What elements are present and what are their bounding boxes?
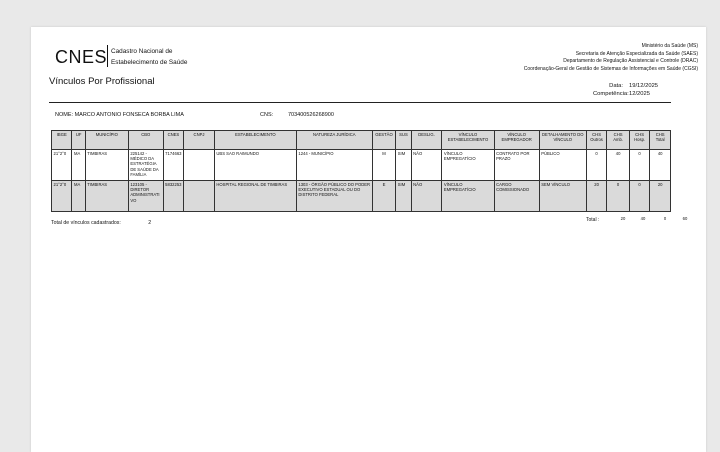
cell-ibge: 21°2°0: [52, 181, 72, 212]
logo-divider: [107, 45, 108, 67]
table-row: [52, 150, 671, 181]
table-header-row: [52, 131, 671, 150]
competencia-value: 12/2025: [629, 90, 650, 97]
cell-cnes: 5832253: [163, 181, 183, 212]
logo-subtitle-line2: Estabelecimento de Saúde: [111, 59, 188, 66]
total-chs-total: 60: [682, 216, 688, 221]
report-meta: [593, 83, 658, 98]
cell-vinculo-estabelecimento: VÍNCULO EMPREGATÍCIO: [442, 150, 494, 181]
cell-cnpj: [184, 181, 215, 212]
cell-cnpj: [184, 150, 215, 181]
cell-natureza-juridica: 1244 - MUNICÍPIO: [296, 150, 372, 181]
name-label: NOME:: [55, 112, 74, 118]
logo-subtitle: [111, 46, 187, 68]
cell-chs-total: 20: [650, 181, 671, 212]
col-chs-amb: CHS Amb.: [607, 131, 630, 150]
col-natureza-juridica: NATUREZA JURÍDICA: [296, 131, 372, 150]
org-line: Ministério da Saúde (MS): [641, 43, 698, 49]
cell-detalhamento: PÚBLICO: [539, 150, 586, 181]
total-chs-outros: 20: [620, 216, 626, 221]
organization-block: [524, 43, 698, 73]
cell-deslig: NÃO: [411, 150, 442, 181]
cnes-logo: CNES: [55, 47, 108, 67]
date-value: 19/12/2025: [629, 83, 659, 89]
total-vinculos: [51, 220, 151, 226]
cns-value: 703400526268900: [288, 112, 334, 118]
cell-uf: MA: [72, 181, 85, 212]
total-vinculos-label: Total de vínculos cadastrados:: [51, 220, 121, 226]
cell-uf: MA: [72, 150, 85, 181]
org-line: Secretaria de Atenção Especializada da Saúde (SAES): [575, 50, 698, 57]
cell-municipio: TIMBIRAS: [85, 150, 128, 181]
vinculos-table: [51, 130, 671, 212]
date-label: Data:: [609, 83, 623, 89]
col-chs-total: CHS Total: [650, 131, 671, 150]
total-chs-hosp: 0: [663, 216, 667, 221]
report-page: [31, 27, 706, 452]
col-gestao: GESTÃO: [372, 131, 396, 150]
cell-chs-hosp: 0: [629, 181, 649, 212]
cell-estabelecimento: UBS SAO RAIMUNDO: [214, 150, 296, 181]
total-chs-amb: 40: [640, 216, 646, 221]
col-vinculo-estabelecimento: VÍNCULO ESTABELECIMENTO: [442, 131, 494, 150]
professional-name: [55, 112, 260, 118]
org-line: Departamento de Regulação Assistencial e Controle (DRAC): [563, 58, 698, 65]
header-divider: [49, 102, 671, 103]
col-uf: UF: [72, 131, 85, 150]
cell-chs-outros: 20: [586, 181, 606, 212]
col-detalhamento: DETALHAMENTO DO VÍNCULO: [539, 131, 586, 150]
col-municipio: MUNICÍPIO: [85, 131, 128, 150]
cell-vinculo-empregador: CONTRATO POR PRAZO: [494, 150, 539, 181]
name-value: MARCO ANTONIO FONSECA BORBA LIMA: [74, 112, 184, 118]
cell-municipio: TIMBIRAS: [85, 181, 128, 212]
col-chs-hosp: CHS Hosp.: [629, 131, 649, 150]
cell-ibge: 21°2°0: [52, 150, 72, 181]
cell-cbo: 225142 - MÉDICO DA ESTRATÉGIA DE SAÚDE DA FAMÍLIA: [128, 150, 163, 181]
logo-subtitle-line1: Cadastro Nacional de: [111, 48, 173, 55]
col-chs-outros: CHS Outros: [586, 131, 606, 150]
cell-chs-hosp: 0: [629, 150, 649, 181]
table-row: [52, 181, 671, 212]
org-line: Coordenação-Geral de Gestão de Sistemas de Informações em Saúde (CGSI): [523, 65, 698, 72]
totals-label: Total :: [586, 217, 600, 223]
col-ibge: IBGE: [52, 131, 72, 150]
cell-sus: SIM: [396, 181, 411, 212]
cell-detalhamento: SEM VÍNCULO: [539, 181, 586, 212]
cell-chs-total: 40: [650, 150, 671, 181]
cell-estabelecimento: HOSPITAL REGIONAL DE TIMBIRAS: [214, 181, 296, 212]
cell-chs-amb: 40: [607, 150, 630, 181]
cell-deslig: NÃO: [411, 181, 442, 212]
col-cnpj: CNPJ: [184, 131, 215, 150]
cell-sus: SIM: [396, 150, 411, 181]
cell-chs-amb: 0: [607, 181, 630, 212]
cell-cbo: 123105 - DIRETOR ADMINISTRATIVO: [128, 181, 163, 212]
cell-vinculo-empregador: CARGO COMISSIONADO: [494, 181, 539, 212]
cell-chs-outros: 0: [586, 150, 606, 181]
competencia-label: Competência:: [593, 90, 629, 97]
col-vinculo-empregador: VÍNCULO EMPREGADOR: [494, 131, 539, 150]
total-vinculos-count: 2: [148, 220, 152, 226]
col-cnes: CNES: [163, 131, 183, 150]
document-title: Vínculos Por Profissional: [49, 76, 155, 87]
cell-natureza-juridica: 1303 - ÓRGÃO PÚBLICO DO PODER EXECUTIVO ESTADUAL OU DO DISTRITO FEDERAL: [296, 181, 372, 212]
cell-cnes: 7174663: [163, 150, 183, 181]
cns-label: CNS:: [260, 112, 274, 118]
cell-gestao: M: [372, 150, 396, 181]
professional-info: [55, 112, 334, 118]
col-deslig: DESLIG.: [411, 131, 442, 150]
cell-gestao: E: [372, 181, 396, 212]
cell-vinculo-estabelecimento: VÍNCULO EMPREGATÍCIO: [442, 181, 494, 212]
col-estabelecimento: ESTABELECIMENTO: [214, 131, 296, 150]
col-cbo: CBO: [128, 131, 163, 150]
col-sus: SUS: [396, 131, 411, 150]
